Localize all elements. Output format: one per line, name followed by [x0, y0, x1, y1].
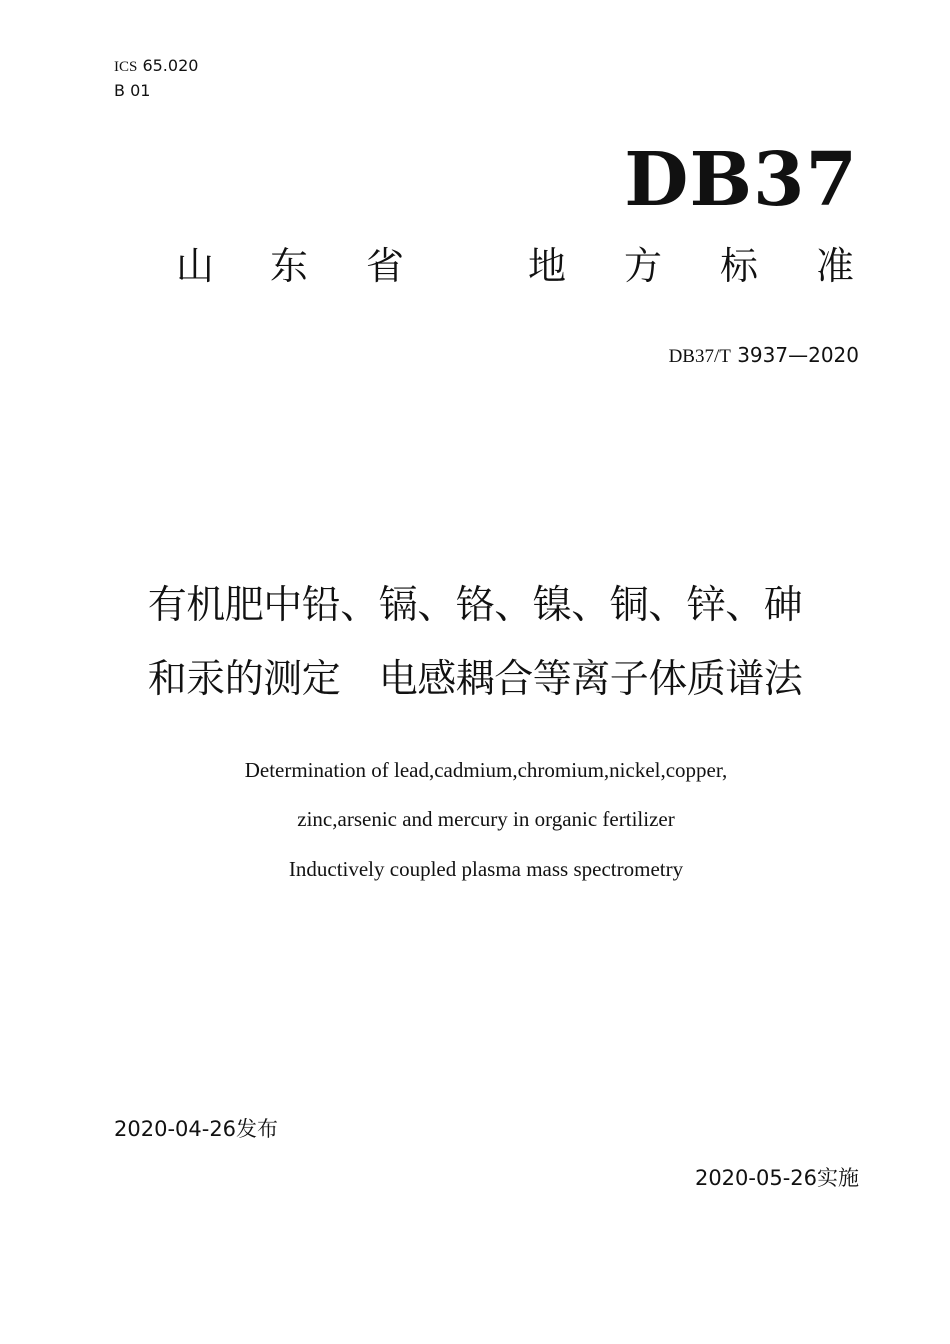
standard-type-char: 方 [624, 244, 663, 288]
issue-date-value: 2020-04-26 [114, 1117, 237, 1141]
issue-label: 发布 [236, 1117, 279, 1141]
standard-logo: DB37 [624, 137, 858, 223]
implement-label: 实施 [817, 1166, 859, 1190]
standard-type-char: 准 [816, 244, 855, 288]
ics-label: ICS [114, 59, 138, 75]
implement-date [695, 1164, 859, 1192]
standard-type-char: 地 [528, 244, 567, 288]
issue-date [114, 1115, 278, 1143]
standard-number [669, 342, 859, 370]
title-zh-line2: 和汞的测定 电感耦合等离子体质谱法 [147, 657, 803, 702]
ics-code: 65.020 [142, 56, 199, 75]
standard-type-char: 东 [270, 244, 309, 288]
standard-type-char: 省 [366, 244, 405, 288]
standard-type-char: 山 [176, 244, 215, 288]
standard-type-char: 标 [720, 244, 759, 288]
title-en-line1: Determination of lead,cadmium,chromium,nickel,copper, [244, 758, 728, 782]
classification-codes [114, 54, 198, 103]
ics-line [114, 54, 198, 79]
title-en-line2: zinc,arsenic and mercury in organic fertilizer [297, 807, 675, 831]
title-zh-line1: 有机肥中铅、镉、铬、镍、铜、锌、砷 [147, 583, 803, 628]
title-en-line3: Inductively coupled plasma mass spectrometry [288, 857, 684, 881]
standard-number-prefix: DB37/T [668, 346, 731, 367]
ccs-code: B 01 [114, 81, 151, 100]
implement-date-value: 2020-05-26 [694, 1166, 817, 1190]
standard-number-value: 3937—2020 [737, 343, 859, 367]
standard-type-title [176, 240, 860, 292]
